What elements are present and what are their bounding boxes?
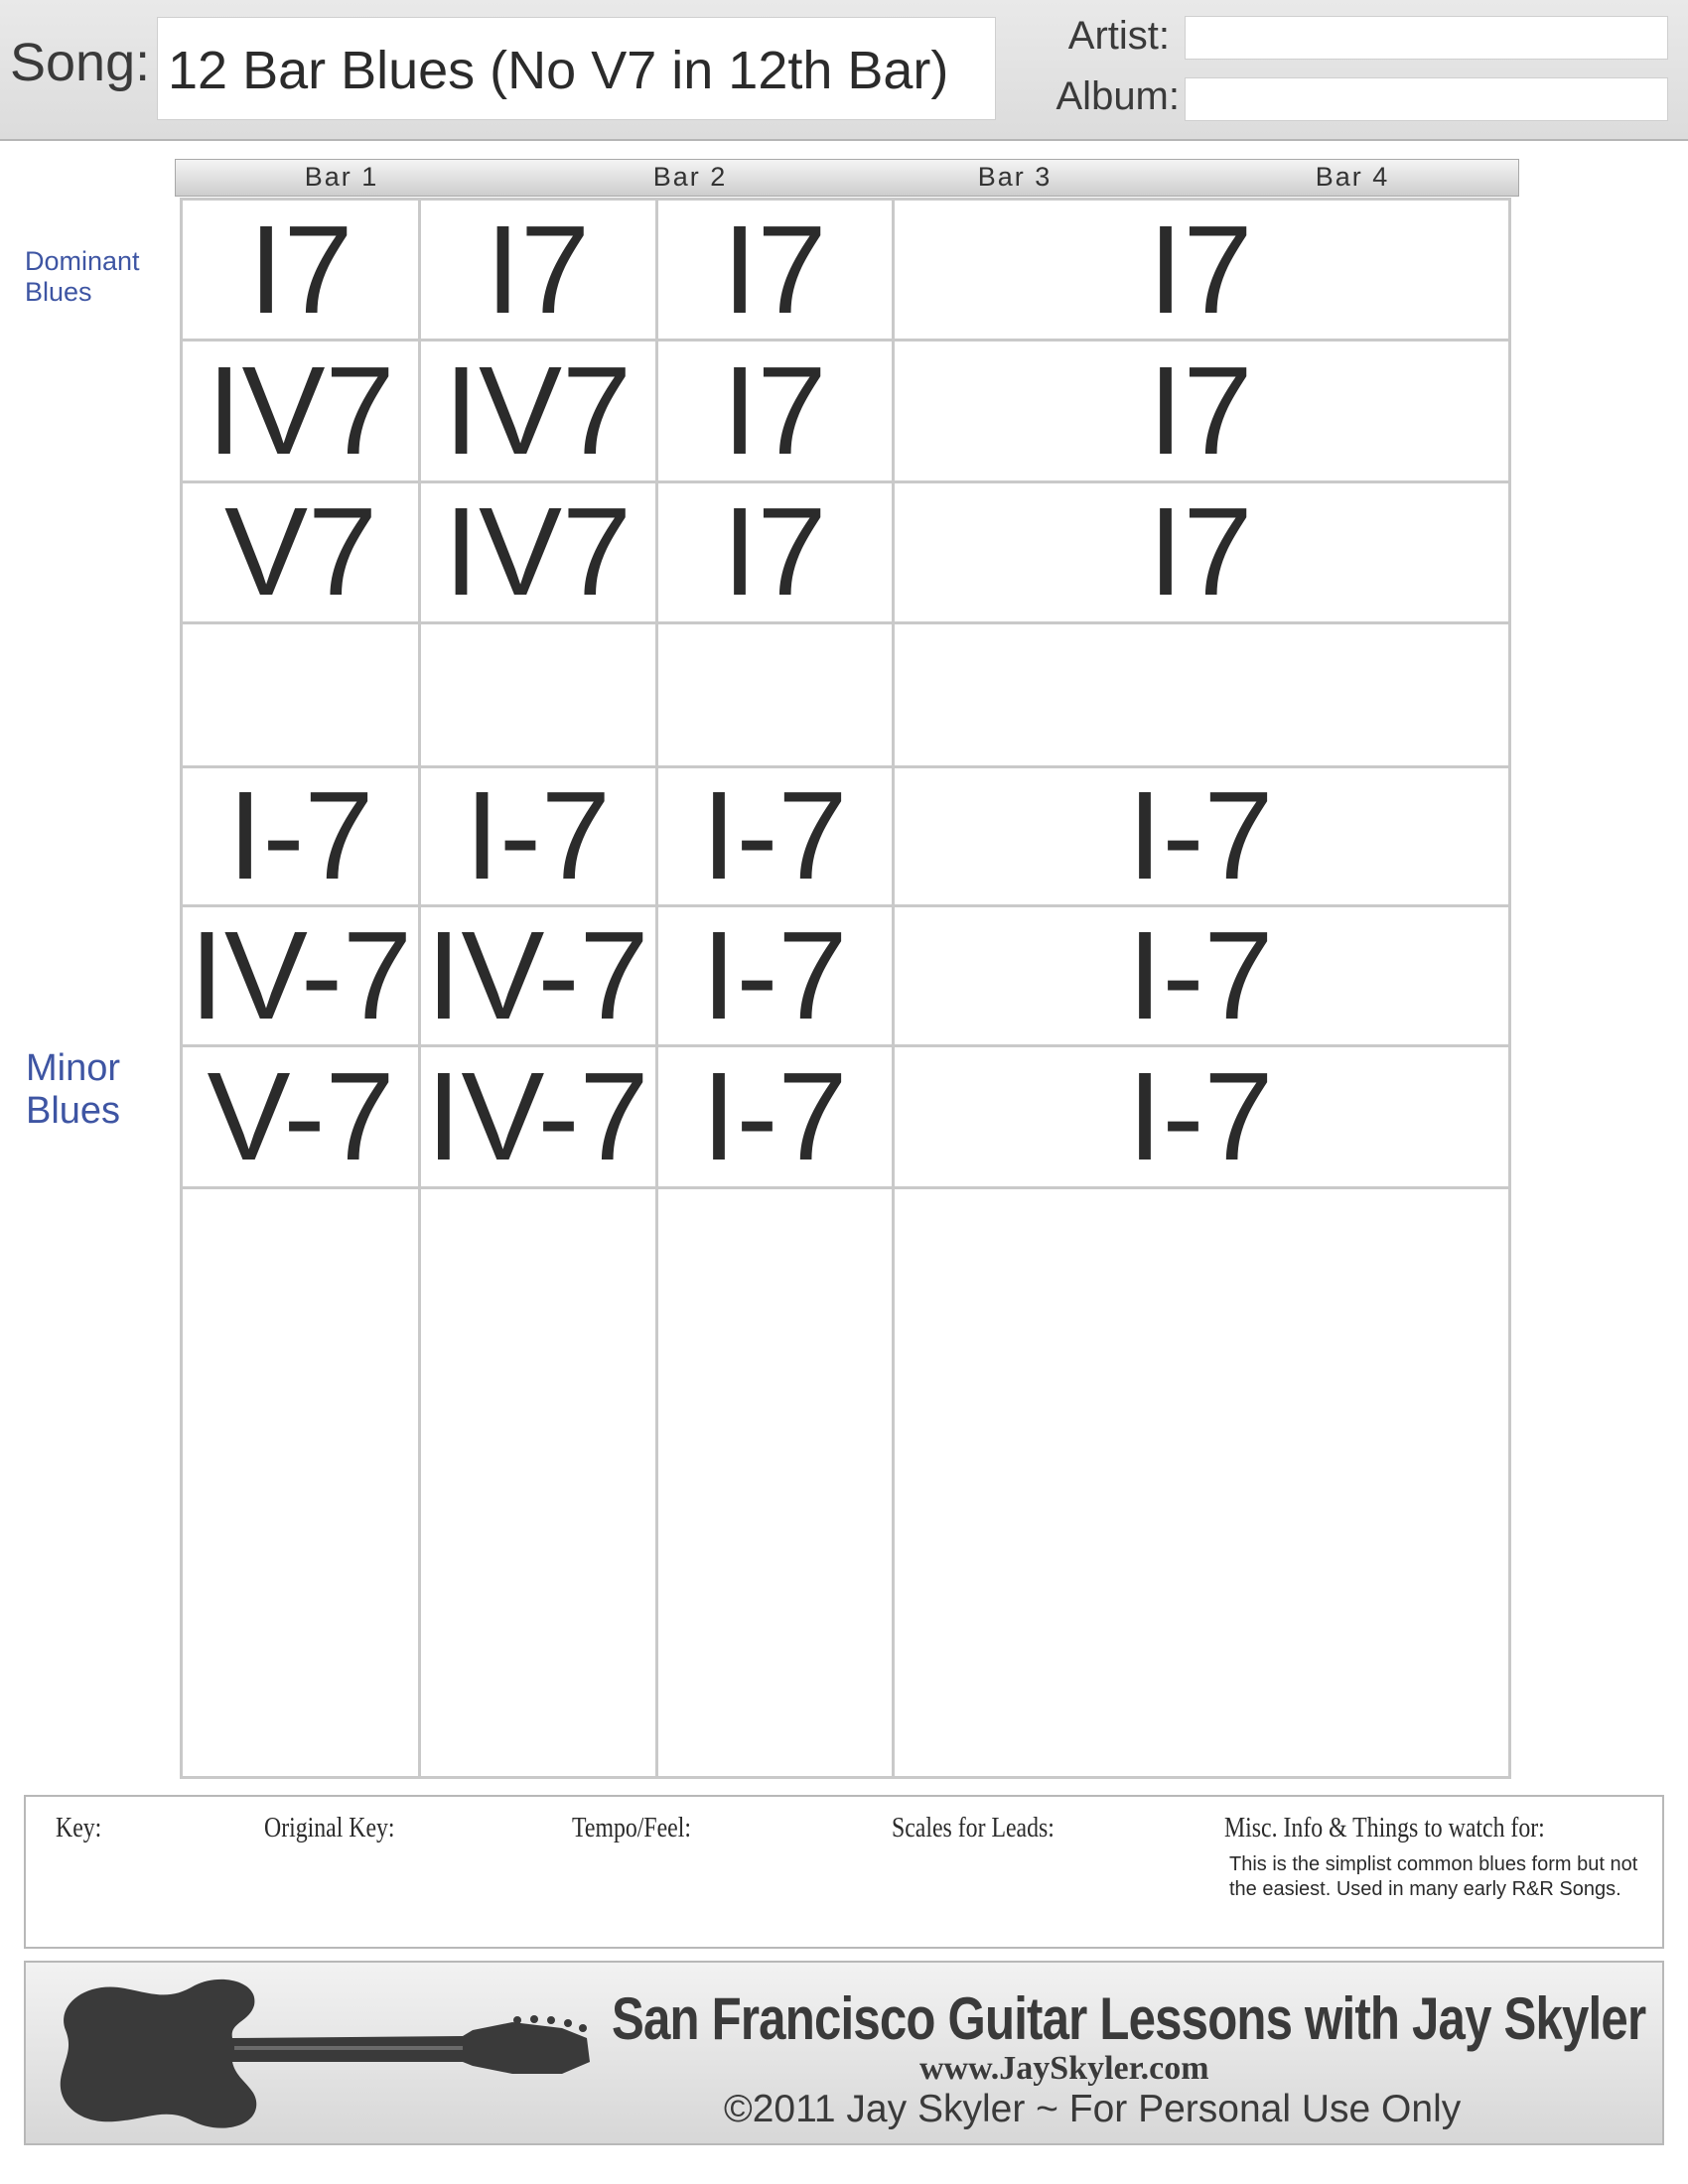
key-label: Key:	[56, 1813, 102, 1843]
chord-cell: I7	[1148, 200, 1253, 340]
section-label-dominant-text: Dominant Blues	[25, 246, 140, 307]
chord-cell: I7	[722, 340, 827, 480]
chord-cell: I-7	[464, 765, 612, 905]
song-info-box	[24, 1795, 1664, 1949]
chord-cell: V7	[223, 481, 378, 621]
chord-grid	[180, 198, 1511, 1779]
chord-cell: IV-7	[426, 1045, 649, 1186]
chord-cell: I7	[1148, 340, 1253, 480]
footer-copyright: ©2011 Jay Skyler ~ For Personal Use Only	[724, 2088, 1462, 2130]
misc-info-label: Misc. Info & Things to watch for:	[1224, 1813, 1545, 1843]
tempo-feel-label: Tempo/Feel:	[572, 1813, 691, 1843]
footer-title: San Francisco Guitar Lessons with Jay Skyler	[612, 1985, 1646, 2052]
chord-cell: I7	[248, 200, 353, 340]
chord-cell: I-7	[701, 765, 848, 905]
chord-cell: IV-7	[189, 904, 413, 1045]
chord-cell: I-7	[1127, 1045, 1274, 1186]
artist-label: Artist:	[1067, 14, 1170, 58]
section-label-minor	[26, 1047, 120, 1133]
misc-info-note: This is the simplist common blues form but not the easiest. Used in many early R&R Songs.	[1229, 1853, 1638, 1900]
chord-cell: I-7	[701, 1045, 848, 1186]
chord-cell: V-7	[207, 1045, 395, 1186]
chord-cell	[656, 1187, 893, 1776]
chord-cell: I7	[485, 200, 591, 340]
artist-field[interactable]	[1185, 16, 1668, 60]
album-label: Album:	[1055, 74, 1180, 118]
bar-heading: Bar 1	[304, 162, 379, 192]
chord-cell	[893, 622, 1508, 766]
chord-cell	[183, 1187, 419, 1776]
electric-guitar-icon	[46, 1971, 602, 2139]
song-header	[0, 0, 1688, 141]
bar-heading: Bar 4	[1315, 162, 1390, 192]
chord-cell	[656, 622, 893, 766]
chord-cell	[183, 622, 419, 766]
section-label-dominant	[25, 246, 140, 308]
chord-cell: I-7	[1127, 765, 1274, 905]
bar-header-strip	[175, 159, 1519, 197]
chord-cell: I7	[722, 200, 827, 340]
song-title: 12 Bar Blues (No V7 in 12th Bar)	[168, 41, 949, 100]
song-title-field[interactable]	[157, 17, 996, 120]
chord-cell	[419, 1187, 656, 1776]
bar-heading: Bar 2	[652, 162, 728, 192]
chord-cell: IV-7	[426, 904, 649, 1045]
chord-cell: I-7	[701, 904, 848, 1045]
chord-cell: I7	[722, 481, 827, 621]
chord-cell	[419, 622, 656, 766]
chord-cell: I-7	[227, 765, 374, 905]
footer-url-link[interactable]: www.JaySkyler.com	[919, 2050, 1209, 2087]
chord-cell: IV7	[207, 340, 395, 480]
chord-cell: I-7	[1127, 904, 1274, 1045]
song-label: Song:	[10, 33, 151, 92]
footer-banner	[24, 1961, 1664, 2145]
album-field[interactable]	[1185, 77, 1668, 121]
chord-cell: IV7	[443, 340, 633, 480]
bar-heading: Bar 3	[977, 162, 1053, 192]
chord-cell: I7	[1148, 481, 1253, 621]
chord-cell	[893, 1187, 1508, 1776]
section-label-minor-text: Minor Blues	[26, 1047, 121, 1132]
chord-cell: IV7	[443, 481, 633, 621]
scales-label: Scales for Leads:	[892, 1813, 1055, 1843]
original-key-label: Original Key:	[264, 1813, 395, 1843]
